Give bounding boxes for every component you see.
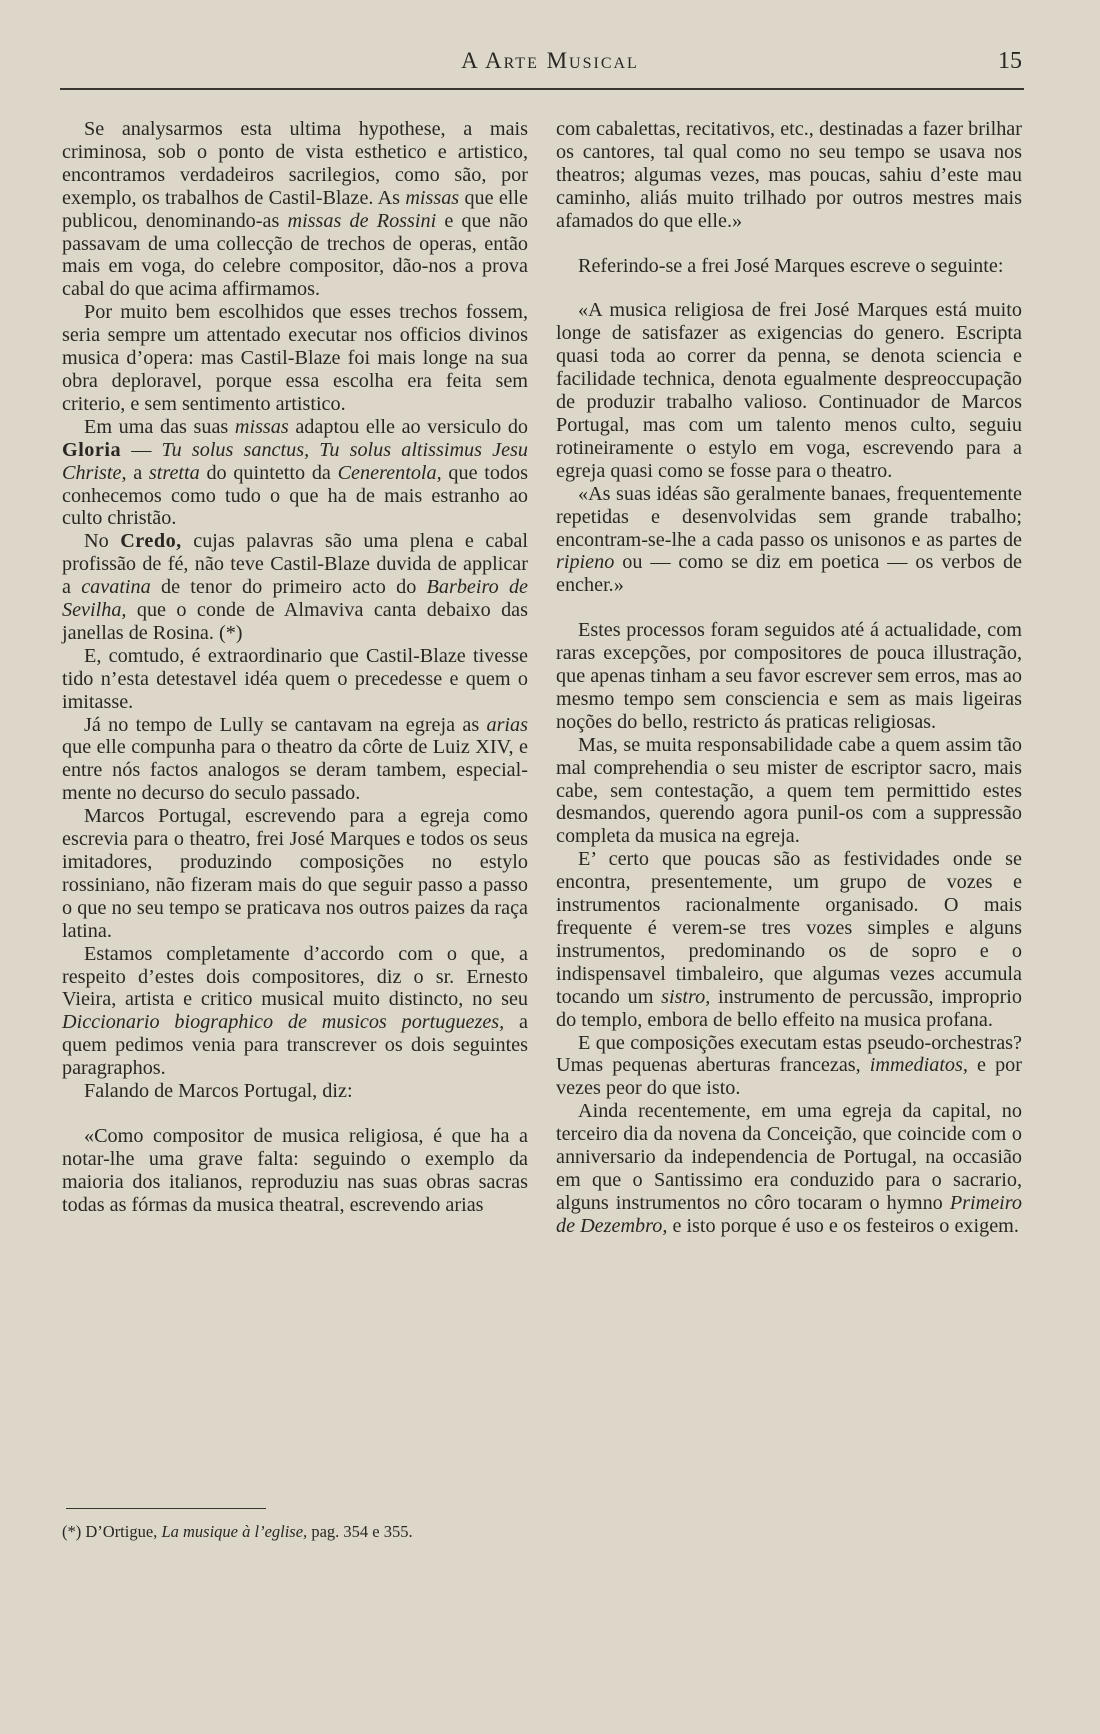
italic-run: missas: [405, 186, 460, 209]
text-run: instrumento de percussão, improprio do templo, embora de bello effeito na musica profana.: [556, 985, 1022, 1031]
paragraph: [62, 943, 528, 1080]
paragraph: [62, 118, 528, 301]
bold-run: Credo,: [120, 530, 182, 553]
paragraph: E, comtudo, é extraordinario que Castil-Blaze tivesse tido n’esta detestavel idéa quem o precedesse e quem o imitasse.: [62, 644, 528, 713]
footnote: [62, 1522, 528, 1542]
quote-paragraph: «A musica religiosa de frei José Marques está muito longe de satisfazer as exigencias do genero. Escripta quasi toda ao correr da penna, se denota sciencia e facilidade technica, denota egualmente despreoccupação de produzir trabalho valioso. Continuador de Marcos Portugal, mas com um talento menos culto, seguiu rotineiramente o estylo em voga, escrevendo para a egreja quasi como se fosse para o theatro.: [556, 299, 1022, 482]
bold-run: Gloria: [62, 438, 122, 461]
paragraph: Por muito bem escolhidos que esses trechos fossem, seria sempre um attentado executar nos officios divinos musica d’opera: mas Castil-Blaze foi mais longe na sua obra deploravel, porque essa escolha era feita sem criterio, e sem sentimento artistico.: [62, 301, 528, 415]
paragraph: [62, 416, 528, 531]
italic-run: arias: [486, 713, 528, 736]
running-header: [60, 48, 1040, 88]
running-title: A Arte Musical: [461, 48, 639, 73]
text-run: do quintetto da: [199, 461, 338, 484]
text-run: E’ certo que poucas são as festividades onde se encontra, presentemente, um grupo de vozes e instrumentos racionalmente organisado. O mais frequente é verem-se tres vozes simples e alguns instrumentos, predominando os de sopro e o indispensavel timbaleiro, que algumas vezes accumula tocando um: [556, 848, 1022, 1008]
italic-run: stretta: [148, 461, 200, 484]
text-run: adaptou elle ao versiculo do: [288, 415, 529, 438]
italic-run: immediatos,: [869, 1054, 968, 1077]
paragraph: Mas, se muita responsabilidade cabe a quem assim tão mal comprehendia o seu mister de escriptor sacro, mais cabe, sem contestação, a quem tem permittido estes desmandos, querendo agora punil-os com a suppressão completa da musica na egreja.: [556, 733, 1022, 848]
paragraph: Estes processos foram seguidos até á actualidade, com raras excepções, por compositores de pouca illustração, que apenas tinham a seu favor escrever sem erros, mas ao mesmo tempo sem consciencia e sem as mais ligeiras noções do bello, restricto ás praticas religiosas.: [556, 619, 1022, 733]
italic-run: missas de Rossini: [287, 209, 437, 232]
paragraph: Falando de Marcos Portugal, diz:: [84, 1080, 353, 1103]
italic-run: Tu solus sanctus, Tu solus altissimus Jesu Christe,: [62, 438, 528, 484]
text-run: ou — como se diz em poetica — os verbos de encher.»: [556, 551, 1022, 597]
italic-run: Cenerentola,: [337, 461, 442, 484]
italic-run: missas: [234, 415, 289, 438]
text-run: No: [84, 530, 121, 553]
italic-run: La musique à l’eglise,: [161, 1522, 308, 1541]
italic-run: Primeiro de Dezembro,: [556, 1191, 1022, 1237]
text-run: de tenor do primeiro acto do: [150, 576, 427, 599]
text-run: Se analysarmos esta ultima hypothese, a mais criminosa, sob o ponto de vista esthetico e artistico, encontramos verdadeiros sacrilegios, como são, por exemplo, os trabalhos de Castil-Blaze. As: [62, 118, 528, 209]
text-run: pag. 354 e 355.: [307, 1522, 413, 1541]
paragraph: Referindo-se a frei José Marques escreve o seguinte:: [578, 254, 1004, 277]
left-column: [62, 118, 528, 1217]
paragraph: [62, 714, 528, 806]
quote-paragraph: [556, 483, 1022, 598]
quote-paragraph: com cabalettas, recitativos, etc., destinadas a fazer brilhar os cantores, tal qual como no seu tempo se usava nos theatros; algumas vezes, mas poucas, sahiu d’este mau caminho, aliás muito trilhado por outros mestres mais afamados do que elle.»: [556, 118, 1022, 232]
text-run: Ainda recentemente, em uma egreja da capital, no terceiro dia da novena da Conceição, que coincide com o anniversario da independencia de Portugal, na occasião em que o Santissimo era conduzido para o sacrario, alguns instrumentos no côro tocaram o hymno: [556, 1100, 1022, 1214]
text-run: que elle publicou, denominando-as: [62, 186, 528, 232]
text-run: e isto porque é uso e os festeiros o exigem.: [667, 1214, 1019, 1237]
text-run: Em uma das suas: [84, 415, 235, 438]
footnote-rule: [66, 1508, 266, 1509]
italic-run: cavatina: [81, 576, 151, 599]
right-column: [556, 118, 1022, 1238]
italic-run: Barbeiro de Sevilha,: [62, 576, 528, 622]
paragraph: [556, 848, 1022, 1031]
header-rule: [60, 88, 1024, 90]
paragraph: [556, 1100, 1022, 1237]
quote-paragraph: «Como compositor de musica religiosa, é que ha a notar-lhe uma grave falta: seguindo o exemplo da maioria dos italianos, reproduziu nas suas obras sacras todas as fórmas da musica theatral, escrevendo arias: [62, 1124, 528, 1216]
text-run: «As suas idéas são geralmente banaes, frequentemente repetidas e desenvolvidas sem grande trabalho; encontram-se-lhe a cada passo os unisonos e as partes de: [556, 482, 1022, 551]
italic-run: ripieno: [556, 551, 615, 574]
paragraph: [62, 530, 528, 645]
text-run: E que composições executam estas pseudo-orchestras? Umas pequenas aberturas francezas,: [556, 1031, 1022, 1077]
text-run: cujas palavras são uma plena e cabal profissão de fé, não teve Castil-Blaze duvida de applicar a: [62, 530, 528, 599]
paragraph: Marcos Portugal, escrevendo para a egreja como escrevia para o theatro, frei José Marques e todos os seus imitadores, produzindo composições no estylo rossiniano, não fizeram mais do que seguir passo a passo o que no seu tempo se praticava nos outros paizes da raça latina.: [62, 805, 528, 942]
text-run: (*) D’Ortigue,: [62, 1522, 162, 1541]
page-number: 15: [998, 48, 1022, 74]
text-run: a: [126, 461, 149, 484]
text-run: que o conde de Almaviva canta debaixo das janellas de Rosina. (*): [62, 599, 528, 644]
text-run: que todos conhecemos como tudo o que ha de mais estranho ao culto christão.: [62, 461, 528, 530]
text-run: Já no tempo de Lully se cantavam na egreja as: [84, 713, 487, 736]
text-run: e que não passavam de uma collecção de trechos de operas, então mais em voga, do celebre compositor, dão-nos a prova cabal do que acima affirmamos.: [62, 209, 528, 301]
italic-run: Diccionario biographico de musicos portuguezes,: [62, 1011, 505, 1034]
text-run: que elle compunha para o theatro da côrte de Luiz XIV, e entre nós factos analogos se deram tambem, especialmente no decurso do seculo passado.: [62, 736, 528, 805]
text-run: Estamos completamente d’accordo com o que, a respeito d’estes dois compositores, diz o sr. Ernesto Vieira, artista e critico musical muito distincto, no seu: [62, 942, 528, 1011]
paragraph: [556, 1032, 1022, 1101]
text-run: a quem pedimos venia para transcrever os dois seguintes paragraphos.: [62, 1011, 528, 1080]
text-run: e por vezes peor do que isto.: [556, 1054, 1022, 1100]
italic-run: sistro,: [661, 985, 711, 1008]
text-run: —: [121, 438, 162, 461]
